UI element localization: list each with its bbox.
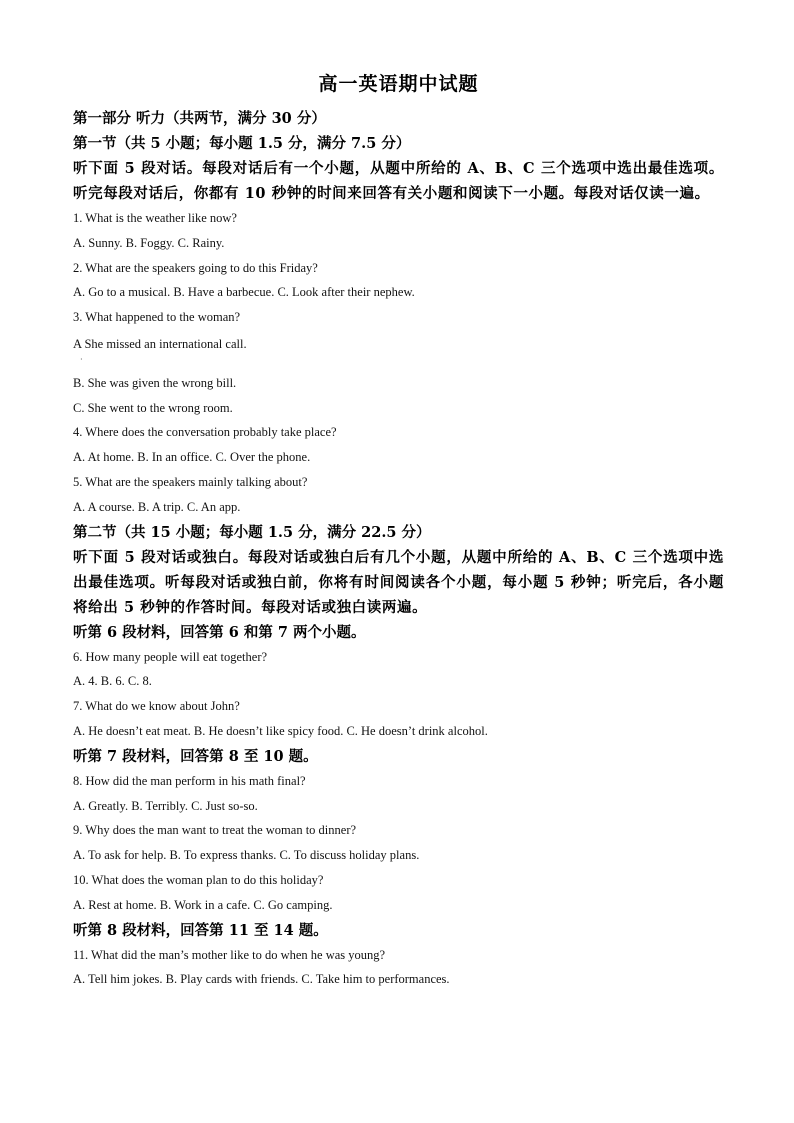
section1-header: 第一节（共 5 小题；每小题 1.5 分，满分 7.5 分） <box>73 135 411 152</box>
question-9: 9. Why does the man want to treat the woman to dinner? <box>73 823 357 838</box>
question-2-options: A. Go to a musical. B. Have a barbecue. C. Look after their nephew. <box>73 285 415 300</box>
page-title: 高一英语期中试题 <box>318 73 479 95</box>
question-11-options: A. Tell him jokes. B. Play cards with friends. C. Take him to performances. <box>73 972 450 987</box>
question-5-options: A. A course. B. A trip. C. An app. <box>73 499 241 514</box>
part1-header: 第一部分 听力（共两节，满分 30 分） <box>73 110 326 127</box>
question-10-options: A. Rest at home. B. Work in a cafe. C. Go camping. <box>73 897 333 912</box>
question-6: 6. How many people will eat together? <box>73 649 268 664</box>
stray-dot-mark: · <box>80 354 83 364</box>
question-3-option-a: A She missed an international call. <box>73 336 247 351</box>
question-3-option-b: B. She was given the wrong bill. <box>73 375 237 390</box>
question-4-options: A. At home. B. In an office. C. Over the phone. <box>73 450 311 465</box>
section2-instructions: 听下面 5 段对话或独白。每段对话或独白后有几个小题，从题中所给的 A、B、C 三个选项中选出最佳选项。听每段对话或独白前，你将有时间阅读各个小题，每小题 5 秒钟；听完后，各小题将给出 5 秒钟的作答时间。每段对话或独白读两遍。 <box>73 548 724 616</box>
question-9-options: A. To ask for help. B. To express thanks. C. To discuss holiday plans. <box>73 848 420 863</box>
question-4: 4. Where does the conversation probably take place? <box>73 425 337 440</box>
question-1: 1. What is the weather like now? <box>73 211 237 225</box>
question-7-options: A. He doesn’t eat meat. B. He doesn’t like spicy food. C. He doesn’t drink alcohol. <box>73 723 488 738</box>
section1-instructions: 听下面 5 段对话。每段对话后有一个小题，从题中所给的 A、B、C 三个选项中选出最佳选项。听完每段对话后，你都有 10 秒钟的时间来回答有关小题和阅读下一小题。每段对话仅读一遍。 <box>73 160 724 202</box>
material-8-heading: 听第 8 段材料，回答第 11 至 14 题。 <box>73 921 328 939</box>
question-2: 2. What are the speakers going to do this Friday? <box>73 260 318 275</box>
question-8-options: A. Greatly. B. Terribly. C. Just so-so. <box>73 798 258 813</box>
question-5: 5. What are the speakers mainly talking about? <box>73 474 308 489</box>
question-7: 7. What do we know about John? <box>73 699 240 714</box>
section2-header: 第二节（共 15 小题；每小题 1.5 分，满分 22.5 分） <box>73 523 431 541</box>
question-3: 3. What happened to the woman? <box>73 310 241 325</box>
question-8: 8. How did the man perform in his math final? <box>73 773 306 788</box>
question-6-options: A. 4. B. 6. C. 8. <box>73 674 152 689</box>
question-1-options: A. Sunny. B. Foggy. C. Rainy. <box>73 235 225 250</box>
question-11: 11. What did the man’s mother like to do when he was young? <box>73 947 386 962</box>
question-10: 10. What does the woman plan to do this holiday? <box>73 872 324 887</box>
question-3-option-c: C. She went to the wrong room. <box>73 400 233 415</box>
material-6-heading: 听第 6 段材料，回答第 6 和第 7 两个小题。 <box>73 623 366 641</box>
material-7-heading: 听第 7 段材料，回答第 8 至 10 题。 <box>73 747 318 765</box>
